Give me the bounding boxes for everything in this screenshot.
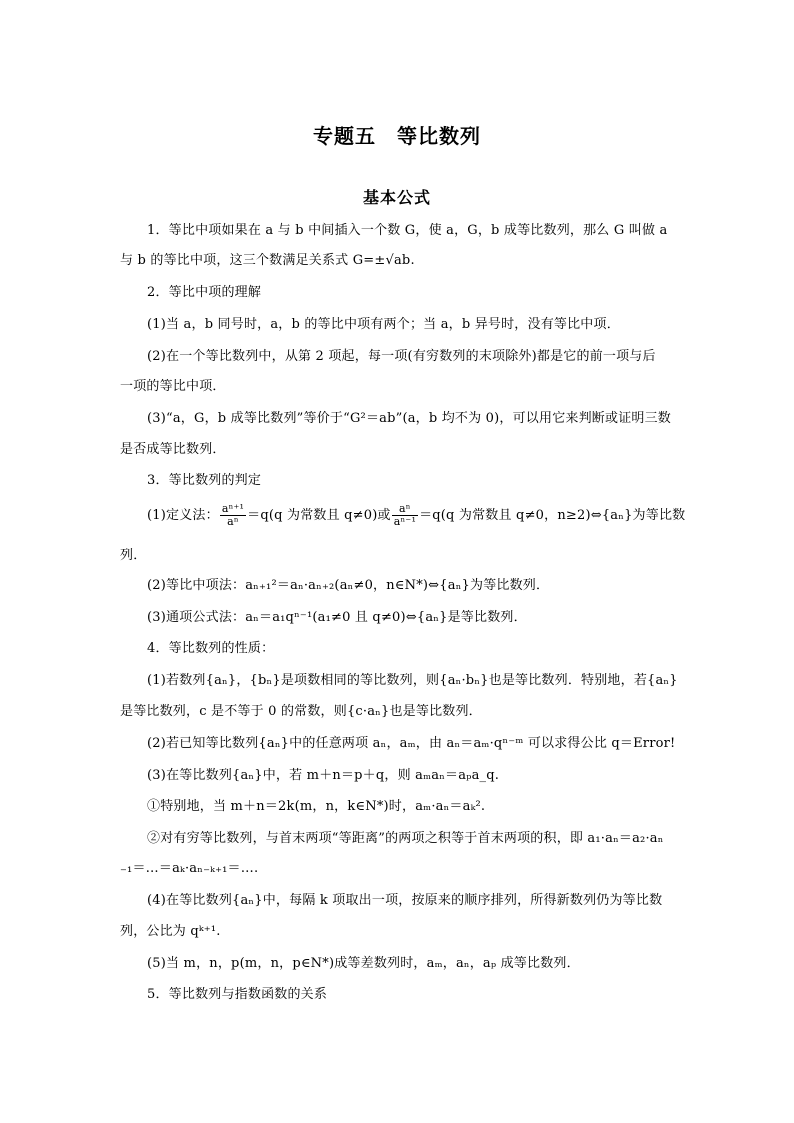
fraction-2 bbox=[392, 503, 418, 528]
text-line: ①特别地，当 m＋n＝2k(m，n，k∈N*)时，aₘ·aₙ＝aₖ². bbox=[147, 799, 486, 814]
text-line: (3)“a，G，b 成等比数列”等价于“G²＝ab”(a，b 均不为 0)，可以用它来判断或证明三数 bbox=[147, 411, 672, 426]
text-line: (2)若已知等比数列{aₙ}中的任意两项 aₙ，aₘ，由 aₙ＝aₘ·qⁿ⁻ᵐ 可以求得公比 q＝Error! bbox=[147, 736, 676, 751]
definition-prefix: (1)定义法： bbox=[147, 508, 219, 523]
text-line: (5)当 m，n，p(m，n，p∈N*)成等差数列时，aₘ，aₙ，aₚ 成等比数列． bbox=[147, 956, 580, 971]
text-line: 列，公比为 qᵏ⁺¹. bbox=[120, 924, 221, 939]
text-line: 2．等比中项的理解 bbox=[147, 285, 262, 300]
text-line: 与 b 的等比中项，这三个数满足关系式 G=±√ab. bbox=[120, 253, 415, 268]
text-line: ②对有穷等比数列，与首末两项“等距离”的两项之积等于首末两项的积，即 a₁·aₙ＝a₂·aₙ bbox=[147, 831, 664, 846]
text-line: (4)在等比数列{aₙ}中，每隔 k 项取出一项，按原来的顺序排列，所得新数列仍为等比数 bbox=[147, 893, 663, 908]
text-line: 是否成等比数列． bbox=[120, 442, 226, 457]
section-heading: 基本公式 bbox=[362, 188, 431, 207]
text-line: (3)通项公式法：aₙ＝a₁qⁿ⁻¹(a₁≠0 且 q≠0)⇔{aₙ}是等比数列． bbox=[147, 610, 527, 625]
text-line: (2)等比中项法：aₙ₊₁²＝aₙ·aₙ₊₂(aₙ≠0，n∈N*)⇔{aₙ}为等比数列． bbox=[147, 578, 550, 593]
text-line: (1)若数列{aₙ}，{bₙ}是项数相同的等比数列，则{aₙ·bₙ}也是等比数列．特别地，若{aₙ} bbox=[147, 673, 678, 688]
text-line: 是等比数列，c 是不等于 0 的常数，则{c·aₙ}也是等比数列． bbox=[120, 704, 482, 719]
page-title: 专题五 等比数列 bbox=[313, 124, 481, 148]
fraction-1-denominator: aⁿ bbox=[227, 515, 239, 528]
text-line: (3)在等比数列{aₙ}中，若 m＋n＝p＋q，则 aₘaₙ＝aₚa_q. bbox=[147, 768, 500, 783]
fraction-1-numerator: aⁿ⁺¹ bbox=[221, 502, 245, 515]
definition-suffix: ＝q(q 为常数且 q≠0，n≥2)⇔{aₙ}为等比数 bbox=[419, 508, 686, 523]
fraction-2-numerator: aⁿ bbox=[392, 503, 418, 516]
fraction-2-denominator: aⁿ⁻¹ bbox=[393, 515, 417, 528]
text-line: 3．等比数列的判定 bbox=[147, 473, 262, 488]
text-line: (1)当 a，b 同号时，a，b 的等比中项有两个；当 a，b 异号时，没有等比中项． bbox=[147, 317, 620, 332]
text-line: ₋₁＝…＝aₖ·aₙ₋ₖ₊₁＝…. bbox=[120, 861, 259, 876]
definition-middle: ＝q(q 为常数且 q≠0)或 bbox=[247, 508, 391, 523]
text-line: 4．等比数列的性质： bbox=[147, 641, 275, 656]
text-line: (2)在一个等比数列中，从第 2 项起，每一项(有穷数列的末项除外)都是它的前一项与后 bbox=[147, 349, 656, 364]
text-line: 列． bbox=[120, 548, 147, 563]
text-line: 1．等比中项如果在 a 与 b 中间插入一个数 G，使 a，G，b 成等比数列，那么 G 叫做 a bbox=[147, 223, 668, 238]
text-line: 5．等比数列与指数函数的关系 bbox=[147, 987, 328, 1002]
definition-method-line bbox=[147, 503, 685, 529]
text-line: 一项的等比中项． bbox=[120, 379, 226, 394]
fraction-1 bbox=[220, 503, 246, 528]
